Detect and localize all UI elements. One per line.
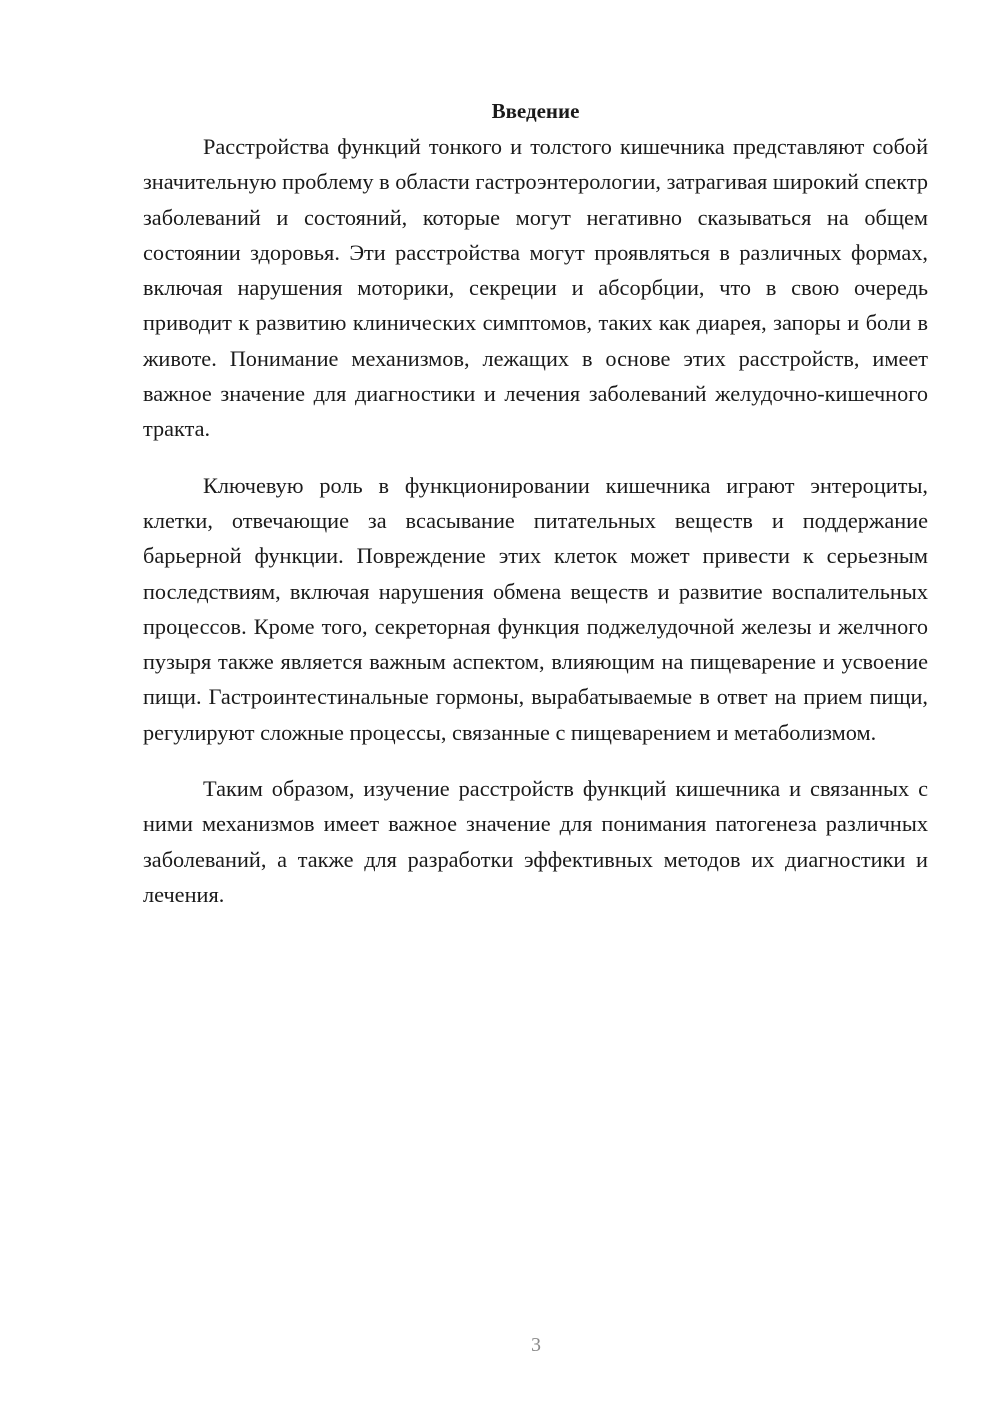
- paragraph-3: Таким образом, изучение расстройств функций кишечника и связанных с ними механизмов имеет важное значение для понимания патогенеза различных заболеваний, а также для разработки эффективных методов их диагностики и лечения.: [143, 776, 928, 907]
- page-number: 3: [531, 1334, 541, 1356]
- paragraph-2: Ключевую роль в функционировании кишечника играют энтероциты, клетки, отвечающие за всасывание питательных веществ и поддержание барьерной функции. Повреждение этих клеток может привести к серьезным последствиям, включая нарушения обмена веществ и развитие воспалительных процессов. Кроме того, секреторная функция поджелудочной железы и желчного пузыря также является важным аспектом, влияющим на пищеварение и усвоение пищи. Гастроинтестинальные гормоны, вырабатываемые в ответ на прием пищи, регулируют сложные процессы, связанные с пищеварением и метаболизмом.: [143, 472, 928, 745]
- paragraph-1: Расстройства функций тонкого и толстого кишечника представляют собой значительную проблему в области гастроэнтерологии, затрагивая широкий спектр заболеваний и состояний, которые могут негативно сказываться на общем состоянии здоровья. Эти расстройства могут проявляться в различных формах, включая нарушения моторики, секреции и абсорбции, что в свою очередь приводит к развитию клинических симптомов, таких как диарея, запоры и боли в животе. Понимание механизмов, лежащих в основе этих расстройств, имеет важное значение для диагностики и лечения заболеваний желудочно-кишечного тракта.: [143, 134, 928, 442]
- section-title: Введение: [491, 99, 580, 123]
- page-content: [143, 94, 928, 912]
